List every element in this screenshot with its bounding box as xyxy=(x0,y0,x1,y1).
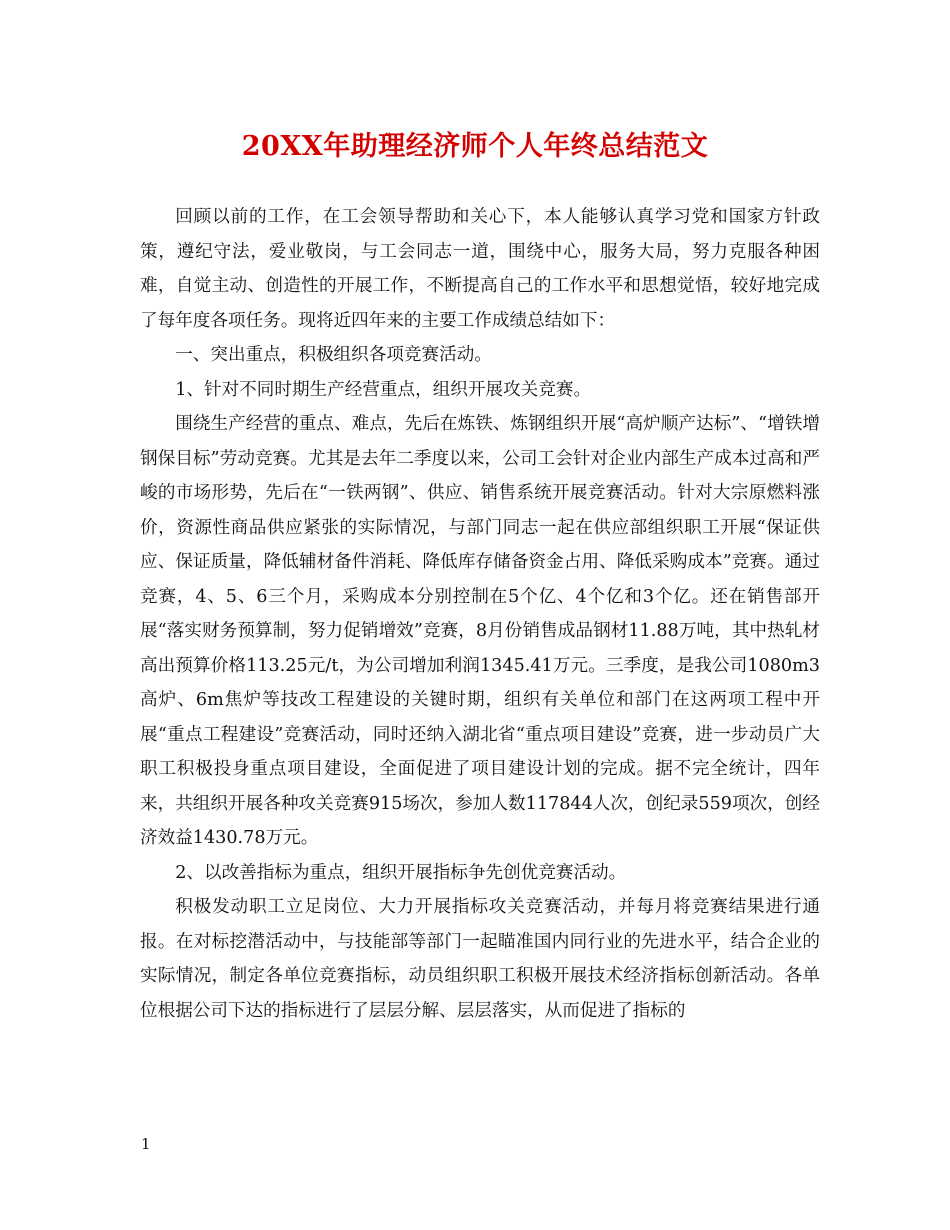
heading-section-1: 一、突出重点，积极组织各项竞赛活动。 xyxy=(175,345,492,365)
heading-subsection-1: 1、针对不同时期生产经营重点，组织开展攻关竞赛。 xyxy=(175,379,592,400)
document-title: 20XX年助理经济师个人年终总结范文 xyxy=(241,131,709,162)
page-number: 1 xyxy=(141,1135,151,1153)
paragraph-competitions: 围绕生产经营的重点、难点，先后在炼铁、炼钢组织开展“高炉顺产达标”、“增铁增钢保目标”劳动竞赛。尤其是去年二季度以来，公司工会针对企业内部生产成本过高和严峻的市场形势，先后在“一铁两钢”、供应、销售系统开展竞赛活动。针对大宗原燃料涨价，资源性商品供应紧张的实际情况，与部门同志一起在供应部组织职工开展“保证供应、保证质量，降低辅材备件消耗、降低库存储备资金占用、降低采购成本”竞赛。通过竞赛，4、5、6三个月，采购成本分别控制在5个亿、4个亿和3个亿。还在销售部开展“落实财务预算制，努力促销增效”竞赛，8月份销售成品钢材11.88万吨，其中热轧材高出预算价格113.25元/t，为公司增加利润1345.41万元。三季度，是我公司1080m3高炉、6m焦炉等技改工程建设的关键时期，组织有关单位和部门在这两项工程中开展“重点工程建设”竞赛活动，同时还纳入湖北省“重点项目建设”竞赛，进一步动员广大职工积极投身重点项目建设，全面促进了项目建设计划的完成。据不完全统计，四年来，共组织开展各种攻关竞赛915场次，参加人数117844人次，创纪录559项次，创经济效益1430.78万元。 xyxy=(140,414,820,848)
paragraph-indicators: 积极发动职工立足岗位、大力开展指标攻关竞赛活动，并每月将竞赛结果进行通报。在对标挖潜活动中，与技能部等部门一起瞄准国内同行业的先进水平，结合企业的实际情况，制定各单位竞赛指标，动员组织职工积极开展技术经济指标创新活动。各单位根据公司下达的指标进行了层层分解、层层落实，从而促进了指标的 xyxy=(140,897,820,1021)
document-body xyxy=(140,200,820,1028)
heading-subsection-2: 2、以改善指标为重点，组织开展指标争先创优竞赛活动。 xyxy=(175,862,627,883)
paragraph-intro: 回顾以前的工作，在工会领导帮助和关心下，本人能够认真学习党和国家方针政策，遵纪守法，爱业敬岗，与工会同志一道，围绕中心，服务大局，努力克服各种困难，自觉主动、创造性的开展工作，不断提高自己的工作水平和思想觉悟，较好地完成了每年度各项任务。现将近四年来的主要工作成绩总结如下： xyxy=(140,207,820,331)
